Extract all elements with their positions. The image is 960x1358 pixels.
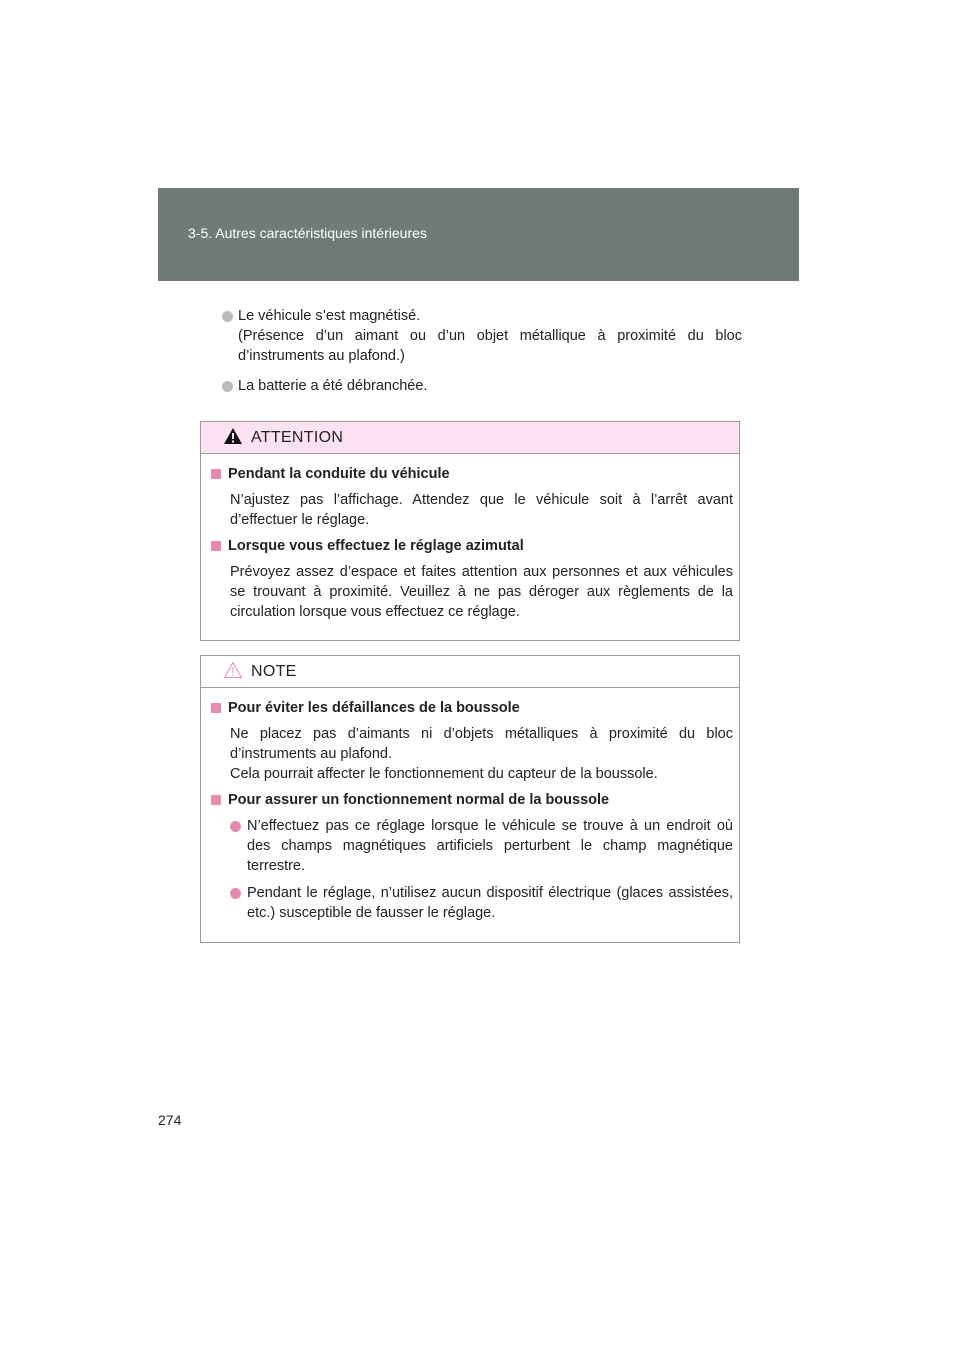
heading-text: Pour éviter les défaillances de la boussole <box>228 700 520 716</box>
attention-body <box>201 454 739 640</box>
heading-text: Pendant la conduite du véhicule <box>228 466 450 482</box>
list-item <box>230 883 733 923</box>
note-box <box>200 655 740 943</box>
note-text-2: Cela pourrait affecter le fonctionnement du capteur de la boussole. <box>230 766 658 782</box>
section-title: 3-5. Autres caractéristiques intérieures <box>188 225 427 241</box>
caution-triangle-outline-icon <box>223 661 243 679</box>
note-sub-list <box>211 816 733 923</box>
heading-text: Pour assurer un fonctionnement normal de la boussole <box>228 792 610 808</box>
square-bullet-icon <box>211 703 221 713</box>
attention-header <box>201 422 739 454</box>
page-number: 274 <box>158 1112 182 1128</box>
note-bullet-1: N’effectuez pas ce réglage lorsque le véhicule se trouve à un endroit où des champs magnétiques artificiels perturbent le champ magnétique terrestre. <box>247 818 733 874</box>
list-item <box>230 816 733 876</box>
warning-triangle-icon <box>223 427 243 445</box>
note-text-1: Ne placez pas d’aimants ni d’objets métalliques à proximité du bloc d’instruments au plafond. <box>230 726 733 762</box>
list-item <box>222 306 742 366</box>
attention-title: ATTENTION <box>251 429 344 446</box>
square-bullet-icon <box>211 469 221 479</box>
intro-bullet1-line2: (Présence d’un aimant ou d’un objet métallique à proximité du bloc d’instruments au plafond.) <box>238 328 742 364</box>
attention-box <box>200 421 740 641</box>
note-heading-2 <box>211 790 733 810</box>
note-heading-1 <box>211 698 733 718</box>
list-item <box>222 376 742 396</box>
note-title: NOTE <box>251 663 297 680</box>
intro-bullet2: La batterie a été débranchée. <box>238 378 428 394</box>
note-bullet-2: Pendant le réglage, n’utilisez aucun dispositif électrique (glaces assistées, etc.) susceptible de fausser le réglage. <box>247 885 733 921</box>
attention-heading-2 <box>211 536 733 556</box>
attention-heading-1 <box>211 464 733 484</box>
attention-text-2: Prévoyez assez d’espace et faites attention aux personnes et aux véhicules se trouvant à proximité. Veuillez à ne pas déroger aux règlements de la circulation lorsque vous effectuez ce réglage. <box>230 564 733 620</box>
square-bullet-icon <box>211 795 221 805</box>
note-body <box>201 688 739 942</box>
intro-list <box>222 306 742 406</box>
section-header <box>158 188 799 281</box>
intro-bullet1-line1: Le véhicule s’est magnétisé. <box>238 308 421 324</box>
bullet-dot-icon <box>230 821 241 832</box>
heading-text: Lorsque vous effectuez le réglage azimutal <box>228 538 524 554</box>
bullet-dot-icon <box>230 888 241 899</box>
bullet-dot-icon <box>222 311 233 322</box>
note-header <box>201 656 739 688</box>
bullet-dot-icon <box>222 381 233 392</box>
attention-text-1: N’ajustez pas l’affichage. Attendez que le véhicule soit à l’arrêt avant d’effectuer le réglage. <box>230 492 733 528</box>
square-bullet-icon <box>211 541 221 551</box>
